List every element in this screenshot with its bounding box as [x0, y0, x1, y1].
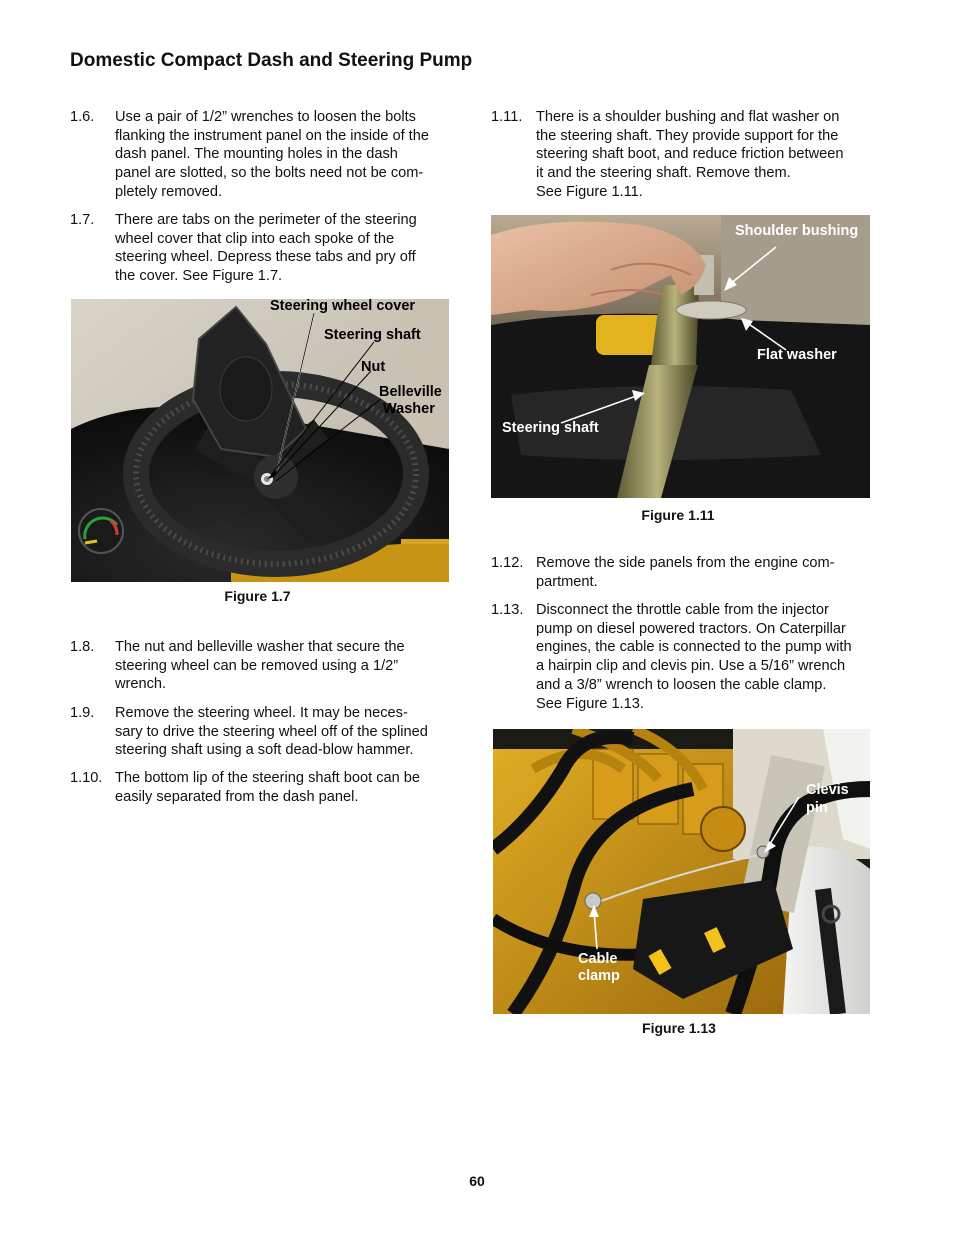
figure-1-13-photo [493, 729, 870, 1014]
step-1-11 [491, 108, 881, 208]
step-number: 1.11. [491, 109, 523, 125]
callout-steering-shaft: Steering shaft [502, 420, 599, 436]
callout-shoulder-bushing: Shoulder bushing [735, 223, 859, 239]
page-number: 60 [469, 1173, 485, 1189]
step-text: Remove the steering wheel. It may be neces- sary to drive the steering wheel off of the splined steering shaft using a soft dead-blow hammer. [115, 705, 428, 759]
callout-steering-wheel-cover: Steering wheel cover [270, 299, 416, 314]
step-text: There are tabs on the perimeter of the steering wheel cover that clip into each spoke of the steering wheel. Depress these tabs and pry off the cover. See Figure 1.7. [115, 212, 417, 285]
steering-shaft-photo [491, 215, 870, 498]
step-text: Use a pair of 1/2” wrenches to loosen the bolts flanking the instrument panel on the inside of the dash panel. The mounting holes in the dash panel are slotted, so the bolts need not be com- pletely removed. [115, 109, 429, 200]
step-1-12 [491, 554, 881, 594]
callout-flat-washer: Flat washer [757, 347, 837, 363]
callout-clevis: Clevis [806, 782, 849, 798]
step-text: Remove the side panels from the engine com- partment. [536, 555, 835, 590]
step-1-8 [70, 638, 460, 698]
figure-1-13-caption: Figure 1.13 [642, 1020, 716, 1036]
figure-1-7-caption: Figure 1.7 [224, 588, 291, 604]
callout-nut: Nut [361, 359, 386, 375]
step-1-9 [70, 704, 460, 764]
step-1-10 [70, 769, 460, 809]
step-text: The nut and belleville washer that secure the steering wheel can be removed using a 1/2” wrench. [115, 639, 405, 693]
step-number: 1.8. [70, 639, 95, 655]
step-text: There is a shoulder bushing and flat washer on the steering shaft. They provide support for the steering shaft boot, and reduce friction between it and the steering shaft. Remove them. See Figure 1.11. [536, 109, 844, 200]
step-number: 1.12. [491, 555, 524, 571]
steering-wheel-photo [71, 299, 449, 582]
step-number: 1.9. [70, 705, 95, 721]
callout-clamp: clamp [578, 968, 620, 984]
figure-1-11-photo [491, 215, 870, 498]
step-number: 1.7. [70, 212, 95, 228]
injector-pump-photo [493, 729, 870, 1014]
callout-pin: pin [806, 800, 828, 816]
callout-steering-shaft: Steering shaft [324, 327, 421, 343]
step-number: 1.13. [491, 602, 524, 618]
step-text: The bottom lip of the steering shaft boot can be easily separated from the dash panel. [115, 770, 421, 805]
step-number: 1.10. [70, 770, 103, 786]
step-number: 1.6. [70, 109, 95, 125]
step-1-13 [491, 601, 881, 721]
figure-1-11-caption: Figure 1.11 [641, 507, 715, 523]
callout-belleville: Belleville [379, 384, 442, 400]
figure-1-7-photo [71, 299, 449, 582]
page-title: Domestic Compact Dash and Steering Pump [70, 50, 473, 71]
step-1-7 [70, 211, 460, 291]
callout-washer: Washer [383, 401, 435, 417]
step-text: Disconnect the throttle cable from the injector pump on diesel powered tractors. On Caterpillar engines, the cable is connected to the pump with a hairpin clip and clevis pin. Use a 5/16” wrench and a 3/8” wrench to loosen the cable clamp. See Figure 1.13. [536, 602, 852, 712]
callout-cable: Cable [578, 951, 618, 967]
step-1-6 [70, 108, 460, 208]
